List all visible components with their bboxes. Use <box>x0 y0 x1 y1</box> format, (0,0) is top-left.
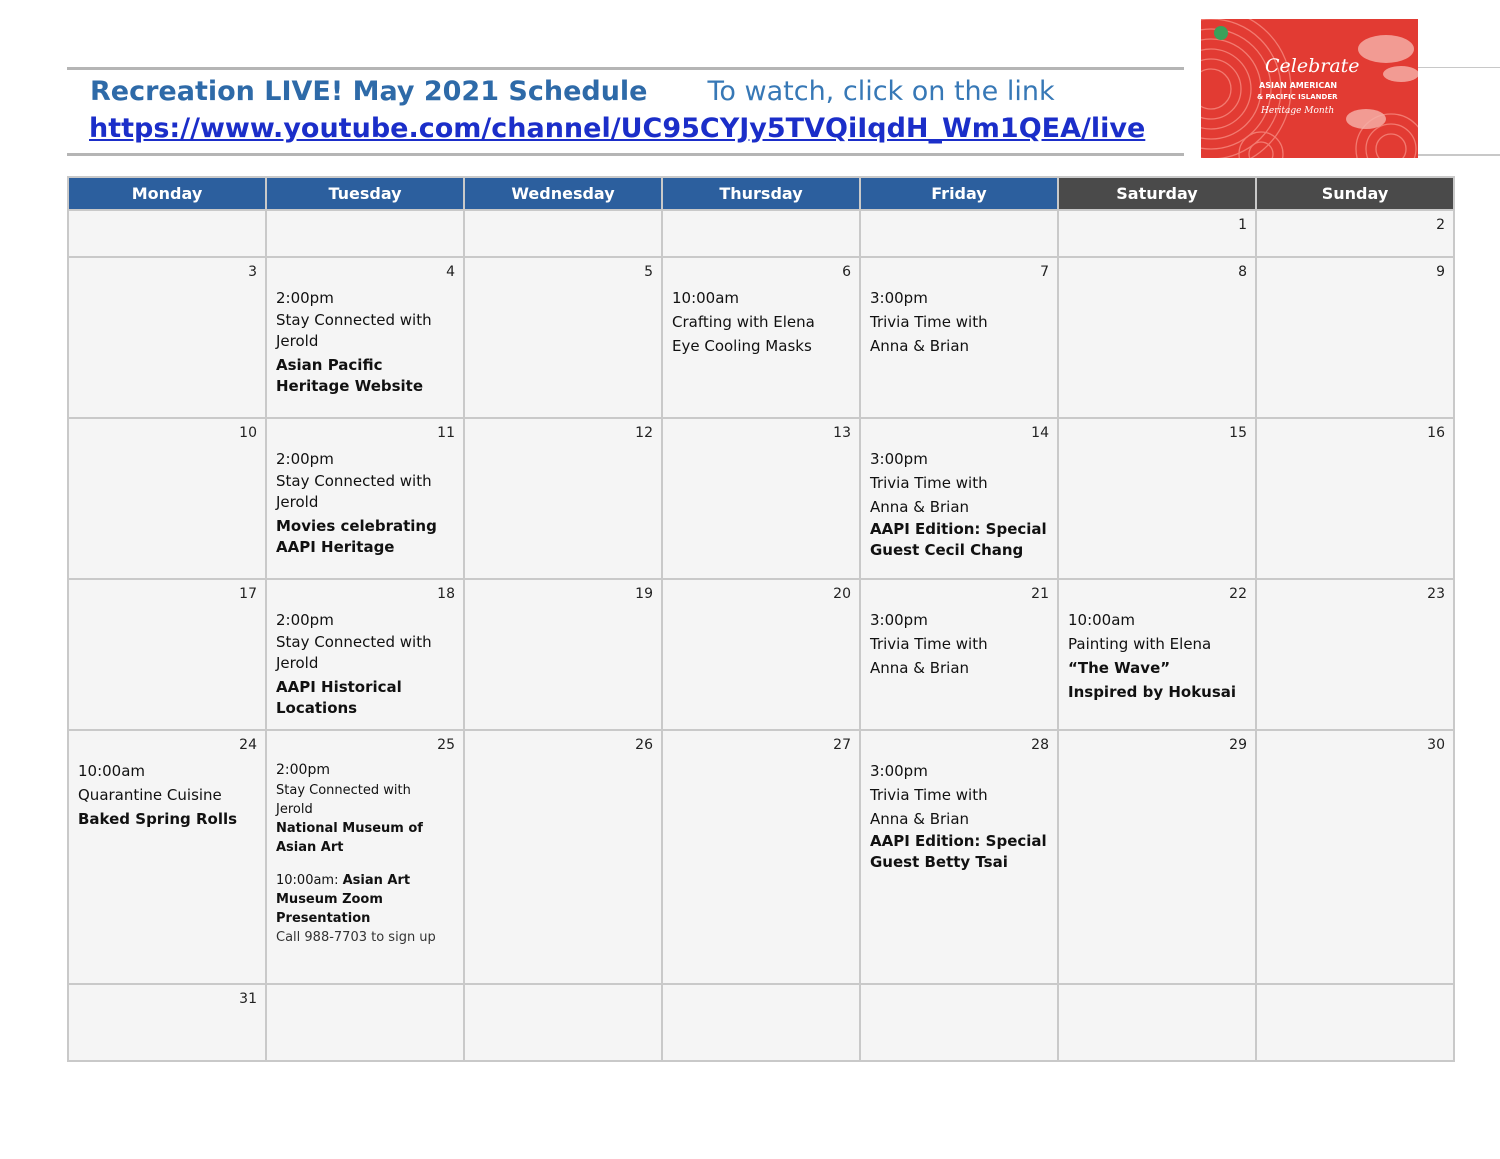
day-cell <box>860 579 1058 730</box>
day-number: 25 <box>437 737 455 753</box>
event-host: Jerold <box>276 493 319 511</box>
day-number: 29 <box>1229 737 1247 753</box>
event-details <box>276 781 454 947</box>
day-cell <box>266 579 464 730</box>
event <box>1059 606 1255 704</box>
day-number: 12 <box>635 425 653 441</box>
day-number: 4 <box>446 264 455 280</box>
event-time: 10:00am <box>672 289 740 307</box>
day-cell <box>1256 579 1454 730</box>
day-cell <box>464 579 662 730</box>
day-cell <box>266 418 464 579</box>
week-row <box>68 984 1454 1061</box>
week-row <box>68 730 1454 984</box>
event <box>267 606 463 719</box>
day-number: 10 <box>239 425 257 441</box>
event-host: Jerold <box>276 654 319 672</box>
logo-line-2: & PACIFIC ISLANDER <box>1257 93 1338 101</box>
event-title: Trivia Time with <box>870 635 988 653</box>
day-number: 30 <box>1427 737 1445 753</box>
day-cell-empty <box>266 210 464 257</box>
day-cell <box>1058 579 1256 730</box>
event-host: Jerold <box>276 802 313 817</box>
day-cell <box>266 257 464 418</box>
day-cell-empty <box>1058 984 1256 1061</box>
event-title: Trivia Time with <box>870 313 988 331</box>
event-signup-note: Call 988-7703 to sign up <box>276 930 436 945</box>
day-cell-empty <box>860 210 1058 257</box>
header-friday: Friday <box>860 177 1058 210</box>
day-cell-empty <box>1256 984 1454 1061</box>
week-row <box>68 257 1454 418</box>
event-host: Anna & Brian <box>870 659 970 677</box>
event-title: Stay Connected with <box>276 472 432 490</box>
day-cell-empty <box>662 210 860 257</box>
day-number: 1 <box>1238 217 1247 233</box>
event <box>861 757 1057 873</box>
header-tuesday: Tuesday <box>266 177 464 210</box>
day-cell-empty <box>68 210 266 257</box>
day-cell-empty <box>464 984 662 1061</box>
event-time: 3:00pm <box>870 450 928 468</box>
day-cell <box>464 730 662 984</box>
day-number: 2 <box>1436 217 1445 233</box>
event-title: Quarantine Cuisine <box>78 786 222 804</box>
day-cell <box>1058 730 1256 984</box>
event-host: Anna & Brian <box>870 498 970 516</box>
day-cell <box>68 579 266 730</box>
day-number: 18 <box>437 586 455 602</box>
day-number: 21 <box>1031 586 1049 602</box>
day-cell <box>662 730 860 984</box>
youtube-link[interactable]: https://www.youtube.com/channel/UC95CYJy5TVQiIqdH_Wm1QEA/live <box>89 113 1146 144</box>
header-thursday: Thursday <box>662 177 860 210</box>
spacer <box>276 857 454 871</box>
day-number: 24 <box>239 737 257 753</box>
day-number: 16 <box>1427 425 1445 441</box>
event-topic: AAPI Edition: Special Guest Cecil Chang <box>870 520 1047 559</box>
day-cell <box>68 418 266 579</box>
event-topic: Asian Pacific Heritage Website <box>276 356 424 395</box>
day-cell <box>1256 730 1454 984</box>
header-monday: Monday <box>68 177 266 210</box>
day-cell <box>68 984 266 1061</box>
event-time: 3:00pm <box>870 762 928 780</box>
header-rule-top-right <box>1418 67 1500 68</box>
day-cell <box>1256 418 1454 579</box>
event-title: Stay Connected with <box>276 633 432 651</box>
day-cell <box>464 418 662 579</box>
day-number: 31 <box>239 991 257 1007</box>
day-number: 11 <box>437 425 455 441</box>
day-number: 28 <box>1031 737 1049 753</box>
day-cell <box>464 257 662 418</box>
week-row <box>68 579 1454 730</box>
event-topic: AAPI Historical Locations <box>276 678 402 717</box>
header-saturday: Saturday <box>1058 177 1256 210</box>
event-host: Anna & Brian <box>870 337 970 355</box>
day-number: 17 <box>239 586 257 602</box>
event-topic: Movies celebrating AAPI Heritage <box>276 517 437 556</box>
event-time: 2:00pm <box>276 762 330 778</box>
day-number: 8 <box>1238 264 1247 280</box>
day-cell <box>860 418 1058 579</box>
event-topic-2: Asian Art Museum Zoom Presentation <box>276 873 411 926</box>
day-cell <box>662 418 860 579</box>
weekday-header-row <box>68 177 1454 210</box>
day-number: 9 <box>1436 264 1445 280</box>
day-cell-empty <box>266 984 464 1061</box>
day-number: 20 <box>833 586 851 602</box>
day-number: 22 <box>1229 586 1247 602</box>
event-title: Painting with Elena <box>1068 635 1212 653</box>
event-title: Stay Connected with <box>276 783 411 798</box>
day-number: 14 <box>1031 425 1049 441</box>
event-topic: AAPI Edition: Special Guest Betty Tsai <box>870 832 1047 871</box>
event <box>267 284 463 397</box>
event-topic: Eye Cooling Masks <box>672 337 812 355</box>
day-number: 15 <box>1229 425 1247 441</box>
day-cell-empty <box>662 984 860 1061</box>
event-topic: National Museum of Asian Art <box>276 821 423 855</box>
day-number: 5 <box>644 264 653 280</box>
event-time: 10:00am <box>1068 611 1136 629</box>
day-cell <box>860 257 1058 418</box>
event-time: 3:00pm <box>870 289 928 307</box>
header-sunday: Sunday <box>1256 177 1454 210</box>
day-cell-empty <box>464 210 662 257</box>
day-number: 6 <box>842 264 851 280</box>
day-number: 3 <box>248 264 257 280</box>
day-number: 13 <box>833 425 851 441</box>
page-title: Recreation LIVE! May 2021 Schedule <box>90 76 648 107</box>
event <box>267 445 463 558</box>
week-row <box>68 418 1454 579</box>
event-time-2: 10:00am: <box>276 873 339 888</box>
day-cell <box>68 257 266 418</box>
day-cell <box>662 257 860 418</box>
event-title: Trivia Time with <box>870 474 988 492</box>
event-host: Jerold <box>276 332 319 350</box>
event <box>69 757 265 831</box>
day-number: 27 <box>833 737 851 753</box>
header-wednesday: Wednesday <box>464 177 662 210</box>
header-rule-top <box>67 67 1184 70</box>
event-time: 10:00am <box>78 762 146 780</box>
header-rule-bottom <box>67 153 1184 156</box>
event-title: Crafting with Elena <box>672 313 815 331</box>
header-title-line <box>90 76 1055 107</box>
event-time: 2:00pm <box>276 450 334 468</box>
event-time: 2:00pm <box>276 611 334 629</box>
aapi-heritage-logo <box>1201 19 1418 158</box>
header-rule-bottom-right <box>1418 154 1500 156</box>
event-topic: Baked Spring Rolls <box>78 810 238 828</box>
watch-instructions: To watch, click on the link <box>707 76 1055 107</box>
day-cell <box>1058 257 1256 418</box>
day-cell <box>1058 210 1256 257</box>
event <box>861 284 1057 358</box>
event-title: Trivia Time with <box>870 786 988 804</box>
event <box>267 757 463 947</box>
event <box>861 445 1057 561</box>
event-time: 3:00pm <box>870 611 928 629</box>
calendar-grid <box>67 176 1455 1062</box>
event-title: Stay Connected with <box>276 311 432 329</box>
day-cell <box>68 730 266 984</box>
day-number: 19 <box>635 586 653 602</box>
day-cell <box>1256 257 1454 418</box>
logo-celebrate-text: Celebrate <box>1265 55 1360 77</box>
day-cell <box>1256 210 1454 257</box>
day-cell <box>266 730 464 984</box>
event-topic: “The Wave” <box>1068 659 1171 677</box>
event-subtopic: Inspired by Hokusai <box>1068 683 1237 701</box>
logo-line-3: Heritage Month <box>1261 106 1335 116</box>
day-cell-empty <box>860 984 1058 1061</box>
week-row <box>68 210 1454 257</box>
logo-line-1: ASIAN AMERICAN <box>1259 81 1338 90</box>
event <box>861 606 1057 680</box>
day-cell <box>662 579 860 730</box>
event-time: 2:00pm <box>276 289 334 307</box>
day-number: 7 <box>1040 264 1049 280</box>
day-cell <box>860 730 1058 984</box>
event-host: Anna & Brian <box>870 810 970 828</box>
day-cell <box>1058 418 1256 579</box>
day-number: 23 <box>1427 586 1445 602</box>
event <box>663 284 859 358</box>
day-number: 26 <box>635 737 653 753</box>
